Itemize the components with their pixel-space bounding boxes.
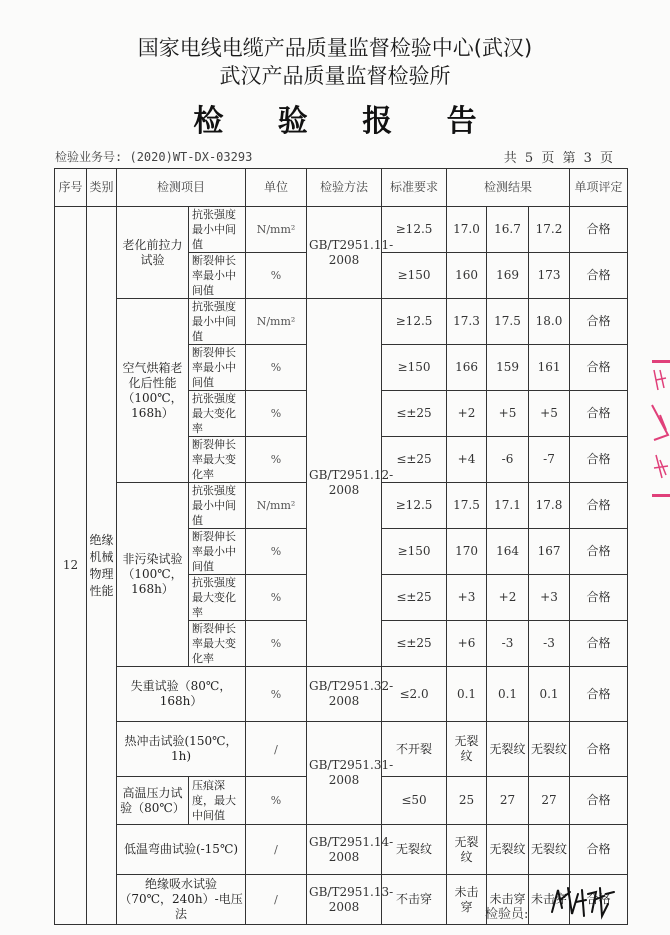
col-header-unit: 单位 <box>246 169 307 207</box>
requirement-cell: ≤±25 <box>382 437 447 483</box>
unit-cell: % <box>246 667 307 722</box>
result-cell: +6 <box>447 621 487 667</box>
business-number-label: 检验业务号: <box>55 150 123 164</box>
result-cell: 167 <box>529 529 570 575</box>
result-cell: -6 <box>487 437 529 483</box>
unit-cell: / <box>246 722 307 777</box>
verdict-cell: 合格 <box>570 777 628 825</box>
result-cell: 17.2 <box>529 207 570 253</box>
requirement-cell: ≤±25 <box>382 391 447 437</box>
verdict-cell: 合格 <box>570 667 628 722</box>
item-cell: 空气烘箱老化后性能（100℃，168h） <box>117 299 189 483</box>
col-header-item: 检测项目 <box>117 169 246 207</box>
sub-item-cell: 断裂伸长率最大变化率 <box>189 437 246 483</box>
table-row <box>55 667 628 722</box>
col-header-verdict: 单项评定 <box>570 169 628 207</box>
unit-cell: % <box>246 437 307 483</box>
unit-cell: N/mm² <box>246 299 307 345</box>
inspector-label: 检验员: <box>485 907 529 922</box>
verdict-cell: 合格 <box>570 825 628 875</box>
result-cell: +2 <box>487 575 529 621</box>
unit-cell: % <box>246 621 307 667</box>
result-cell: 17.0 <box>447 207 487 253</box>
document-title: 检 验 报 告 <box>193 104 499 139</box>
requirement-cell: 无裂纹 <box>382 825 447 875</box>
unit-cell: % <box>246 777 307 825</box>
red-stamp-icon <box>648 360 670 500</box>
item-cell: 热冲击试验(150℃，1h) <box>117 722 246 777</box>
table-row <box>55 299 628 345</box>
result-cell: 0.1 <box>487 667 529 722</box>
col-header-method: 检验方法 <box>307 169 382 207</box>
result-cell: -3 <box>529 621 570 667</box>
verdict-cell: 合格 <box>570 529 628 575</box>
requirement-cell: 不击穿 <box>382 875 447 925</box>
unit-cell: % <box>246 391 307 437</box>
method-cell: GB/T2951.13-2008 <box>307 875 382 925</box>
signature-icon <box>548 882 618 920</box>
requirement-cell: ≤50 <box>382 777 447 825</box>
result-cell: 25 <box>447 777 487 825</box>
verdict-cell: 合格 <box>570 575 628 621</box>
unit-cell: % <box>246 575 307 621</box>
result-cell: 159 <box>487 345 529 391</box>
page-info: 共 5 页 第 3 页 <box>503 151 615 166</box>
verdict-cell: 合格 <box>570 483 628 529</box>
sub-item-cell: 抗张强度最大变化率 <box>189 575 246 621</box>
business-number <box>55 148 252 165</box>
sub-item-cell: 抗张强度最小中间值 <box>189 207 246 253</box>
method-cell: GB/T2951.12-2008 <box>307 299 382 667</box>
table-row <box>55 875 628 925</box>
requirement-cell: 不开裂 <box>382 722 447 777</box>
sub-item-cell: 断裂伸长率最小中间值 <box>189 345 246 391</box>
table-row <box>55 722 628 777</box>
unit-cell: / <box>246 875 307 925</box>
unit-cell: / <box>246 825 307 875</box>
unit-cell: N/mm² <box>246 207 307 253</box>
requirement-cell: ≤±25 <box>382 621 447 667</box>
verdict-cell: 合格 <box>570 621 628 667</box>
org-name-line1: 国家电线电缆产品质量监督检验中心(武汉) <box>137 36 533 60</box>
requirement-cell: ≥12.5 <box>382 299 447 345</box>
result-cell: 17.1 <box>487 483 529 529</box>
result-cell: 17.5 <box>447 483 487 529</box>
result-cell: 170 <box>447 529 487 575</box>
item-cell: 绝缘吸水试验（70℃，240h）-电压法 <box>117 875 246 925</box>
col-header-seq: 序号 <box>55 169 87 207</box>
col-header-requirement: 标准要求 <box>382 169 447 207</box>
category-cell: 绝缘机械物理性能 <box>87 207 117 925</box>
result-cell: +4 <box>447 437 487 483</box>
method-cell: GB/T2951.11-2008 <box>307 207 382 299</box>
sub-item-cell: 断裂伸长率最小中间值 <box>189 529 246 575</box>
result-cell: 17.8 <box>529 483 570 529</box>
result-cell: 160 <box>447 253 487 299</box>
result-cell: 0.1 <box>447 667 487 722</box>
result-cell: 17.5 <box>487 299 529 345</box>
requirement-cell: ≤2.0 <box>382 667 447 722</box>
result-cell: 无裂纹 <box>447 825 487 875</box>
result-cell: 无裂纹 <box>487 722 529 777</box>
seq-cell: 12 <box>55 207 87 925</box>
requirement-cell: ≥12.5 <box>382 207 447 253</box>
business-number-value: (2020)WT-DX-03293 <box>129 150 253 164</box>
table-row <box>55 207 628 253</box>
sub-item-cell: 断裂伸长率最大变化率 <box>189 621 246 667</box>
sub-item-cell: 断裂伸长率最小中间值 <box>189 253 246 299</box>
verdict-cell: 合格 <box>570 391 628 437</box>
result-cell: +3 <box>447 575 487 621</box>
sub-item-cell: 抗张强度最大变化率 <box>189 391 246 437</box>
result-cell: +3 <box>529 575 570 621</box>
result-cell: 27 <box>529 777 570 825</box>
requirement-cell: ≥150 <box>382 253 447 299</box>
requirement-cell: ≥150 <box>382 529 447 575</box>
verdict-cell: 合格 <box>570 253 628 299</box>
unit-cell: % <box>246 253 307 299</box>
item-cell: 高温压力试验（80℃） <box>117 777 189 825</box>
method-cell: GB/T2951.32-2008 <box>307 667 382 722</box>
result-cell: +5 <box>487 391 529 437</box>
result-cell: 166 <box>447 345 487 391</box>
col-header-category: 类别 <box>87 169 117 207</box>
table-header-row <box>55 169 628 207</box>
verdict-cell: 合格 <box>570 207 628 253</box>
org-name-line2: 武汉产品质量监督检验所 <box>219 64 451 88</box>
result-cell: -3 <box>487 621 529 667</box>
verdict-cell: 合格 <box>570 299 628 345</box>
result-cell: 18.0 <box>529 299 570 345</box>
inspection-results-table <box>54 168 628 925</box>
result-cell: 16.7 <box>487 207 529 253</box>
item-cell: 失重试验（80℃，168h） <box>117 667 246 722</box>
sub-item-cell: 压痕深度，最大中间值 <box>189 777 246 825</box>
sub-item-cell: 抗张强度最小中间值 <box>189 299 246 345</box>
result-cell: 169 <box>487 253 529 299</box>
item-cell: 非污染试验（100℃，168h） <box>117 483 189 667</box>
col-header-results: 检测结果 <box>447 169 570 207</box>
result-cell: 173 <box>529 253 570 299</box>
result-cell: 17.3 <box>447 299 487 345</box>
result-cell: 27 <box>487 777 529 825</box>
verdict-cell: 合格 <box>570 875 628 925</box>
result-cell: 161 <box>529 345 570 391</box>
result-cell: +2 <box>447 391 487 437</box>
verdict-cell: 合格 <box>570 437 628 483</box>
requirement-cell: ≥12.5 <box>382 483 447 529</box>
result-cell: +5 <box>529 391 570 437</box>
method-cell: GB/T2951.14-2008 <box>307 825 382 875</box>
unit-cell: N/mm² <box>246 483 307 529</box>
result-cell: 164 <box>487 529 529 575</box>
unit-cell: % <box>246 345 307 391</box>
unit-cell: % <box>246 529 307 575</box>
verdict-cell: 合格 <box>570 345 628 391</box>
item-cell: 低温弯曲试验(-15℃) <box>117 825 246 875</box>
table-row <box>55 825 628 875</box>
method-cell: GB/T2951.31-2008 <box>307 722 382 825</box>
result-cell: 0.1 <box>529 667 570 722</box>
result-cell: 无裂纹 <box>529 722 570 777</box>
result-cell: 未击穿 <box>529 875 570 925</box>
result-cell: 无裂纹 <box>529 825 570 875</box>
result-cell: 未击穿 <box>487 875 529 925</box>
requirement-cell: ≤±25 <box>382 575 447 621</box>
result-cell: 无裂纹 <box>487 825 529 875</box>
result-cell: 无裂纹 <box>447 722 487 777</box>
requirement-cell: ≥150 <box>382 345 447 391</box>
sub-item-cell: 抗张强度最小中间值 <box>189 483 246 529</box>
item-cell: 老化前拉力试验 <box>117 207 189 299</box>
verdict-cell: 合格 <box>570 722 628 777</box>
result-cell: -7 <box>529 437 570 483</box>
result-cell: 未击穿 <box>447 875 487 925</box>
